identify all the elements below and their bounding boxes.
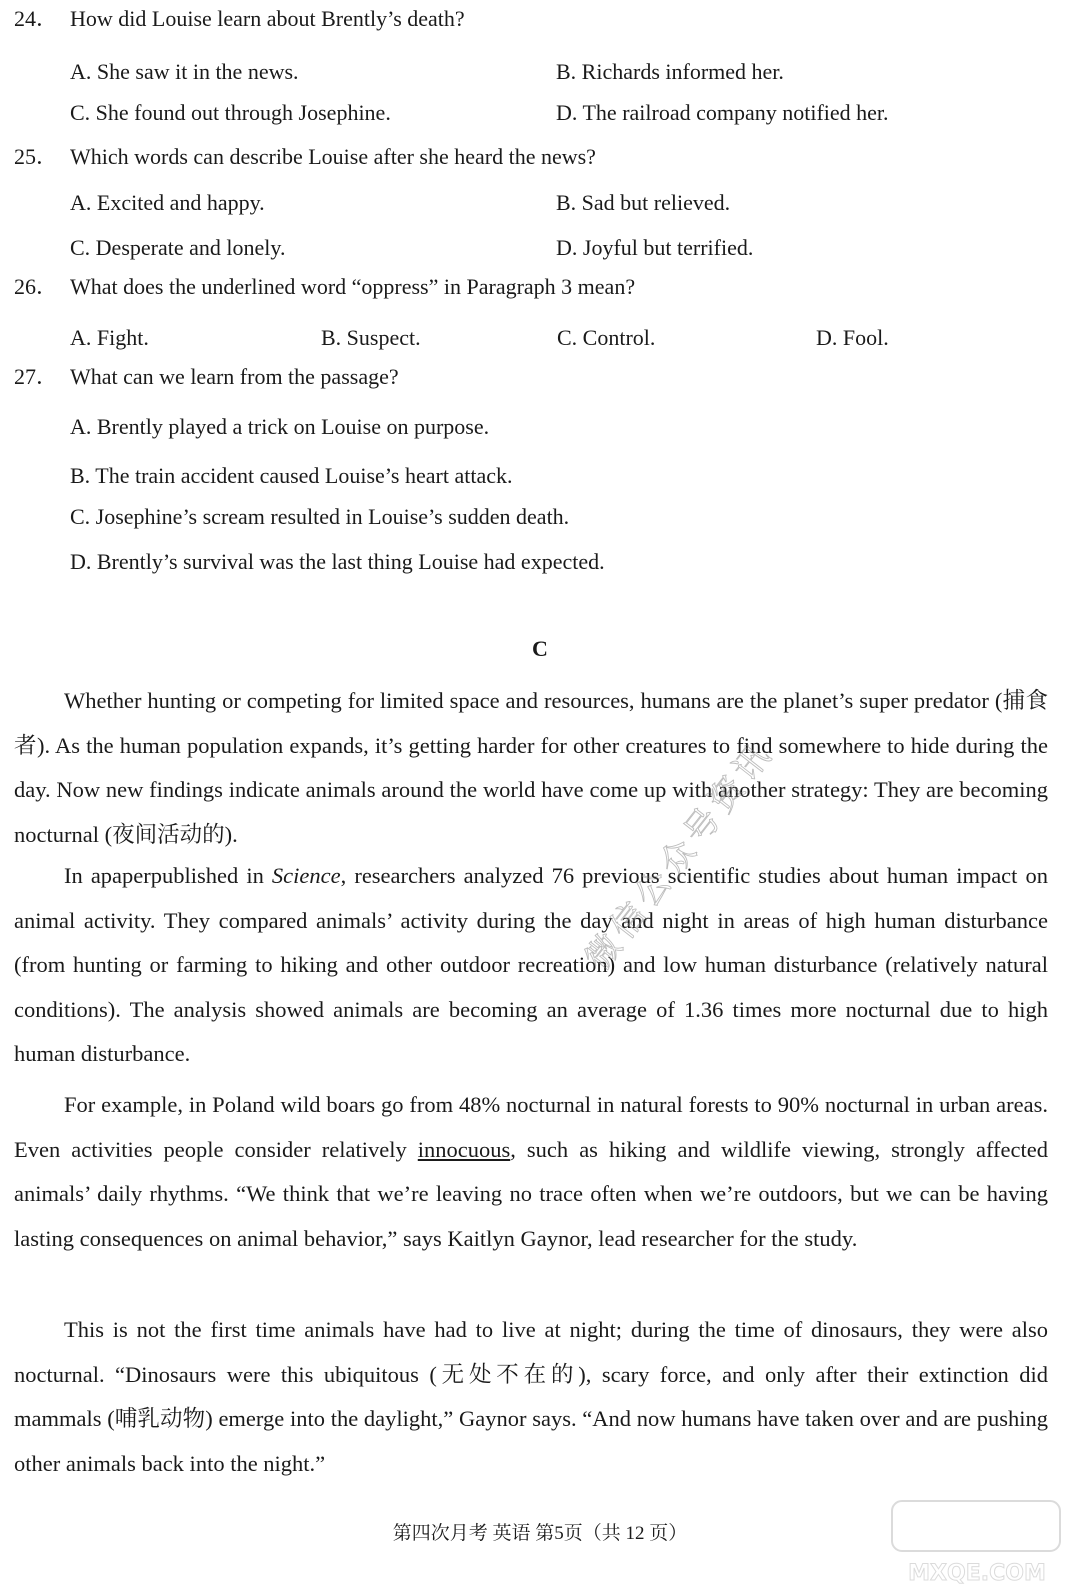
paragraph-3-text-b: , such as hiking and wildlife viewing, strongly affected animals’ daily rhythms. “We think that we’re leaving no trace often when we’re outdoors, but we can be having lasting consequences on animal behavior,” says Kaitlyn Gaynor, lead researcher for the study.	[14, 1136, 1048, 1251]
paragraph-1-text: Whether hunting or competing for limited space and resources, humans are the planet’s super predator (捕食者). As the human population expands, it’s getting harder for other creatures to find somewhere to hide during the day. Now new findings indicate animals around the world have come up with another strategy: They are becoming nocturnal (夜间活动的).	[14, 688, 1048, 847]
option-27-a: A. Brently played a trick on Louise on purpose.	[70, 414, 490, 439]
question-text: What can we learn from the passage?	[70, 364, 399, 389]
option-25-d: D. Joyful but terrified.	[556, 235, 754, 260]
question-text: Which words can describe Louise after she heard the news?	[70, 144, 596, 169]
question-number: 27．	[14, 364, 59, 389]
site-logo-text: MXQE.COM	[908, 1561, 1046, 1586]
option-26-d: D. Fool.	[816, 325, 889, 350]
question-number: 26．	[14, 274, 59, 299]
option-24-b: B. Richards informed her.	[556, 59, 784, 84]
question-text: How did Louise learn about Brently’s death?	[70, 6, 465, 31]
question-number: 25．	[14, 144, 59, 169]
option-27-d: D. Brently’s survival was the last thing Louise had expected.	[70, 549, 605, 574]
option-24-c: C. She found out through Josephine.	[70, 100, 391, 125]
question-text: What does the underlined word “oppress” in Paragraph 3 mean?	[70, 274, 636, 299]
paragraph-2-text-a: In apaperpublished in	[64, 863, 272, 888]
paragraph-2	[14, 854, 1048, 1077]
paragraph-4	[14, 1308, 1048, 1486]
option-27-c: C. Josephine’s scream resulted in Louise’s sudden death.	[70, 504, 570, 529]
underlined-word: innocuous	[417, 1136, 511, 1162]
journal-name: Science	[271, 863, 341, 888]
question-26	[14, 272, 635, 302]
question-number: 24．	[14, 6, 59, 31]
option-25-b: B. Sad but relieved.	[556, 190, 731, 215]
watermark-text: 微信公众号资讯	[577, 732, 782, 979]
question-24	[14, 4, 465, 34]
option-24-a: A. She saw it in the news.	[70, 59, 299, 84]
paragraph-4-text: This is not the first time animals have had to live at night; during the time of dinosaurs, they were also nocturnal. “Dinosaurs were this ubiquitous (无处不在的), scary force, and only after their extinction did mammals (哺乳动物) emerge into the daylight,” Gaynor says. “And now humans have taken over and are pushing other animals back into the night.”	[14, 1317, 1048, 1476]
section-title: C	[532, 636, 548, 661]
option-26-c: C. Control.	[557, 325, 656, 350]
paragraph-1	[14, 679, 1048, 857]
question-25	[14, 142, 596, 172]
paragraph-2-text-b: , researchers analyzed 76 previous scientific studies about human impact on animal activity. They compared animals’ activity during the day and night in areas of high human disturbance (from hunting or farming to hiking and other outdoor recreation) and low human disturbance (relatively natural conditions). The analysis showed animals are becoming an average of 1.36 times more nocturnal due to high human disturbance.	[14, 863, 1048, 1066]
paragraph-3	[14, 1083, 1048, 1261]
paragraph-3-text-a: For example, in Poland wild boars go from 48% nocturnal in natural forests to 90% nocturnal in urban areas. Even activities people consider relatively	[14, 1092, 1048, 1162]
option-26-a: A. Fight.	[70, 325, 149, 350]
option-26-b: B. Suspect.	[321, 325, 421, 350]
option-24-d: D. The railroad company notified her.	[556, 100, 889, 125]
page-footer: 第四次月考 英语 第5页（共 12 页）	[392, 1523, 688, 1544]
option-27-b: B. The train accident caused Louise’s heart attack.	[70, 463, 513, 488]
option-25-c: C. Desperate and lonely.	[70, 235, 286, 260]
question-27	[14, 362, 399, 392]
option-25-a: A. Excited and happy.	[70, 190, 265, 215]
